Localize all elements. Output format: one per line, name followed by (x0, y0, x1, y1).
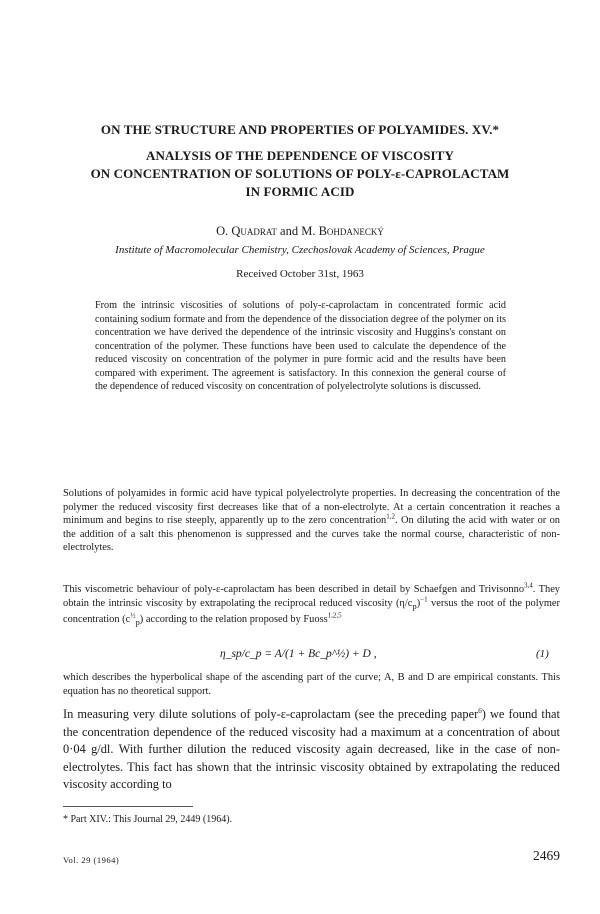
paper-title-line-3: IN FORMIC ACID (245, 184, 355, 199)
body-paragraph: Solutions of polyamides in formic acid have typical polyelectrolyte properties. In decreasing the concentration of the polymer the reduced viscosity first decreases like that of a non-electrolyte. At a certain concentration it reaches a minimum and begins to rise steeply, apparently up to the zero concentration$^{1,2}$. On diluting the acid with water or on the addition of a salt this phenomenon is suppressed and the curves take the normal course, characteristic of non-electrolytes. (63, 488, 560, 554)
citation-ref: 1,2 (386, 512, 395, 521)
body-paragraph: This viscometric behaviour of poly-ε-caprolactam has been described in detail by Schaefgen and Trivisonno$^{3,4}$. They obtain the intrinsic viscosity by extrapolating the reciprocal reduced viscosity $(\eta/c_p)^{-1}$ versus the root of the polymer concentration $(c^{\frac{1}{2}}_p)$ according to the relation proposed by Fuoss$^{1,2,5}$ (63, 581, 561, 628)
body-paragraph: which describes the hyperbolical shape of the ascending part of the curve; A, B and D are empirical constants. This equation has no theoretical support. (63, 672, 560, 697)
author-line (0, 224, 600, 239)
author-connector: and (280, 224, 299, 238)
equation: η_sp/c_p = A/(1 + Bc_p^½) + D , (220, 648, 377, 660)
paper-title-series: ON THE STRUCTURE AND PROPERTIES OF POLYAMIDES. XV.* (100, 122, 500, 137)
footnote-divider (63, 806, 193, 807)
author-name: O. Quadrat (216, 224, 277, 238)
received-date: Received October 31st, 1963 (236, 268, 364, 280)
page-number: 2469 (533, 848, 560, 863)
volume-label: Vol. 29 (1964) (63, 855, 120, 865)
affiliation: Institute of Macromolecular Chemistry, Czechoslovak Academy of Sciences, Prague (115, 244, 485, 256)
body-paragraph: In measuring very dilute solutions of poly-ε-caprolactam (see the preceding paper$^6$) we found that the concentration dependence of the reduced viscosity had a maximum at a concentration of about 0·04 g/dl. With further dilution the reduced viscosity again decreased, like in the case of non-electrolytes. This fact has shown that the intrinsic viscosity obtained by extrapolating the reduced viscosity according to (63, 706, 560, 792)
abstract: From the intrinsic viscosities of solutions of poly-ε-caprolactam in concentrated formic acid containing sodium formate and from the dependence of the dissociation degree of the polymer on its concentration we have derived the dependence of the intrinsic viscosity and Huggins's constant on concentration of the polymer. These functions have been used to calculate the dependence of the reduced viscosity on concentration of the polymer in pure formic acid and the results have been compared with experiment. The agreement is satisfactory. In this connexion the general course of the dependence of reduced viscosity on concentration of polyelectrolyte solutions is discussed. (95, 300, 506, 392)
paper-title-line-2: ON CONCENTRATION OF SOLUTIONS OF POLY-ε-CAPROLACTAM (90, 166, 510, 181)
footnote: * Part XIV.: This Journal 29, 2449 (1964). (63, 814, 233, 825)
citation-ref: 6 (478, 706, 482, 715)
citation-ref: 3,4 (524, 581, 533, 590)
citation-ref: 1,2,5 (327, 611, 342, 620)
equation-number: (1) (536, 648, 549, 660)
author-name: M. Bohdanecký (301, 224, 384, 238)
paper-title-line-1: ANALYSIS OF THE DEPENDENCE OF VISCOSITY (146, 148, 454, 163)
